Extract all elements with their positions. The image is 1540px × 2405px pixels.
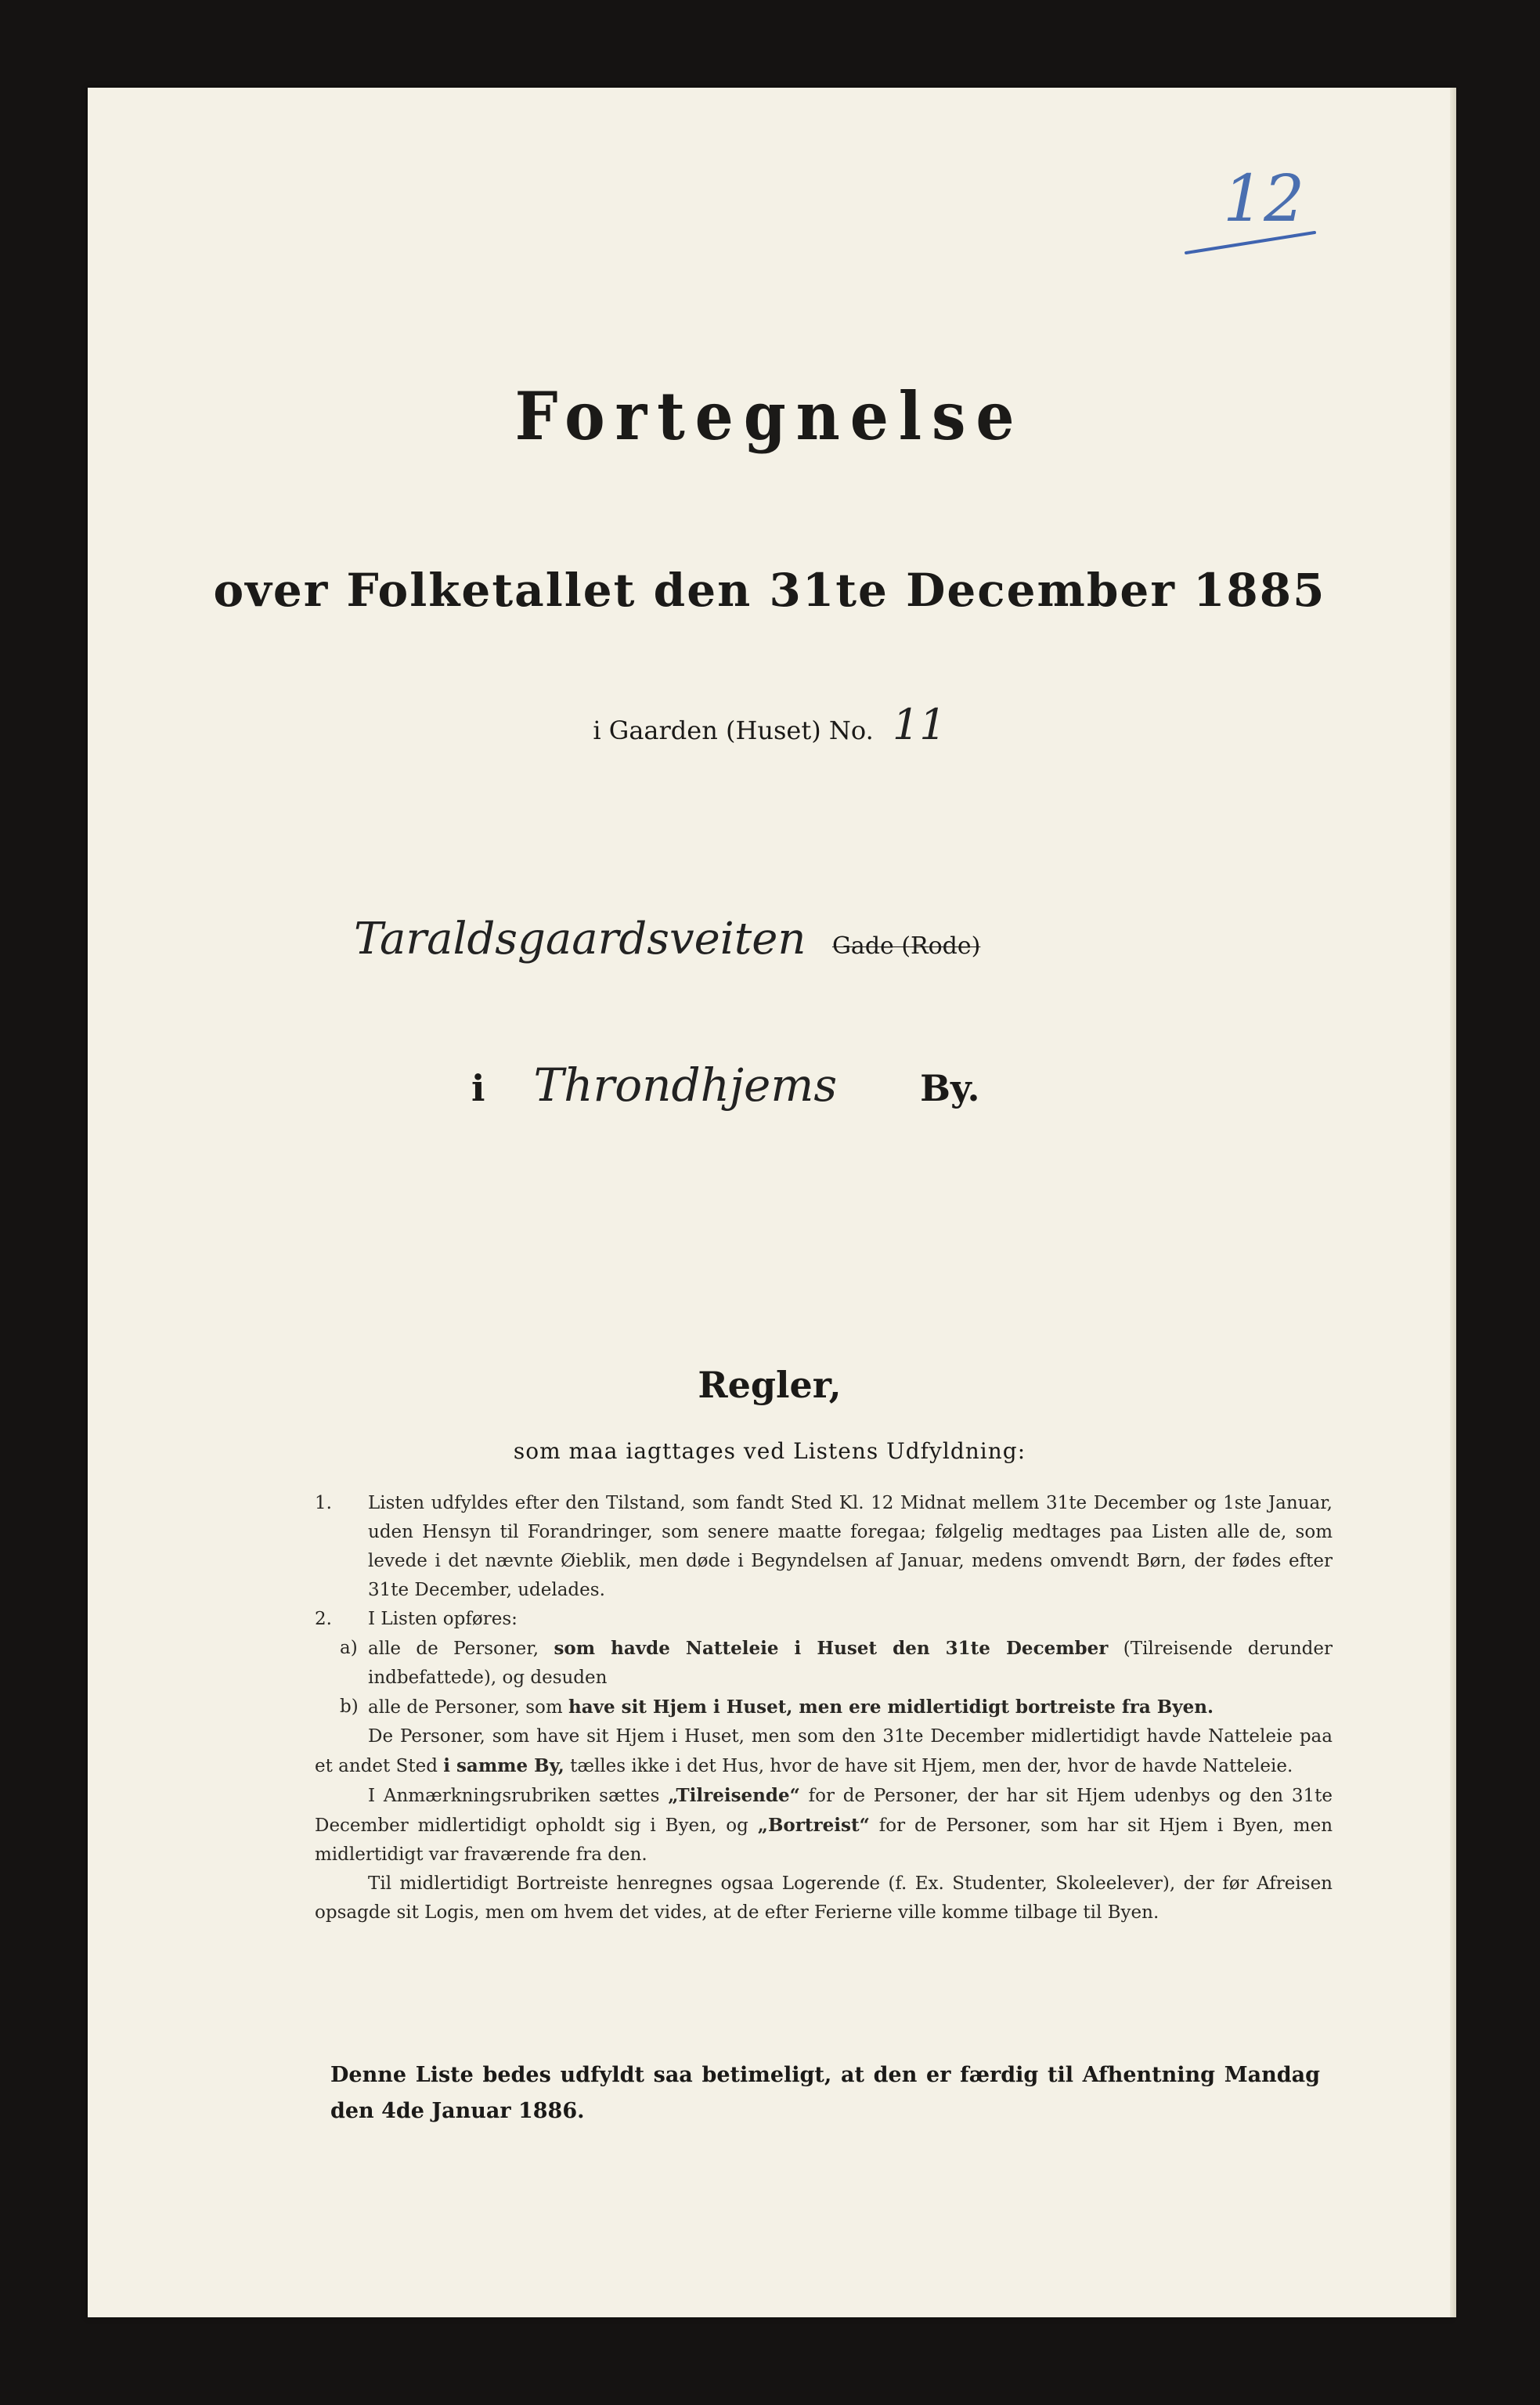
paragraph-text: for de Personer, som har sit Hjem i Byen, men midlertidigt var fraværende fra den.: [315, 1815, 1333, 1865]
subrule-text: alle de Personer, som: [368, 1697, 563, 1718]
street-name-field: Taraldsgaardsveiten: [354, 914, 806, 965]
city-suffix: By.: [920, 1067, 980, 1109]
paragraph-emphasis: i samme By,: [443, 1755, 564, 1776]
rule-paragraph-2: [315, 1781, 1333, 1870]
city-prefix: i: [471, 1067, 485, 1109]
subrule-text: (Tilreisende derunder indbefattede), og desuden: [368, 1639, 1333, 1688]
paragraph-text: tælles ikke i det Hus, hvor de have sit Hjem, men der, hvor de havde Natteleie.: [570, 1756, 1293, 1776]
rule-1: [315, 1489, 1333, 1605]
subrule-text: alle de Personer,: [368, 1639, 539, 1659]
footer-note: Denne Liste bedes udfyldt saa betimeligt, at den er færdig til Afhentning Mandag den 4de Januar 1886.: [330, 2063, 1320, 2123]
rules-heading: Regler,: [698, 1364, 842, 1406]
city-line: [471, 1058, 979, 1112]
census-form-page: [88, 88, 1452, 2317]
paragraph-emphasis: „Tilreisende“: [668, 1785, 800, 1806]
rule-2: [315, 1605, 1333, 1634]
paragraph-emphasis: „Bortreist“: [757, 1815, 870, 1836]
page-title: Fortegnelse: [514, 377, 1025, 455]
paper-edge: [1450, 88, 1456, 2317]
page-subtitle: over Folketallet den 31te December 1885: [213, 564, 1326, 617]
rule-text: I Listen opføres:: [368, 1609, 518, 1629]
paragraph-text: De Personer, som have sit Hjem i Huset, men som den 31te December midlertidigt havde Natteleie paa et andet Sted: [315, 1726, 1333, 1776]
street-suffix: Gade (Rode): [831, 932, 981, 960]
rule-2b: [315, 1693, 1333, 1722]
rules-subheading: som maa iagttages ved Listens Udfyldning:: [513, 1438, 1026, 1464]
subrule-emphasis: som havde Natteleie i Huset den 31te December: [554, 1638, 1109, 1659]
rule-number: 1.: [315, 1493, 332, 1513]
house-number-field: 11: [892, 700, 947, 749]
rules-list: [315, 1489, 1333, 1927]
archive-number: 12: [1223, 162, 1305, 236]
subrule-emphasis: have sit Hjem i Huset, men ere midlertidigt bortreiste fra Byen.: [568, 1696, 1214, 1718]
city-name-field: Throndhjems: [533, 1058, 838, 1112]
rule-2a: [315, 1634, 1333, 1693]
paragraph-text: I Anmærkningsrubriken sættes: [368, 1786, 660, 1806]
rule-paragraph-3: [315, 1870, 1333, 1927]
paragraph-text: for de Personer, der har sit Hjem udenbys og den 31te December midlertidigt opholdt sig i Byen, og: [315, 1786, 1333, 1836]
rule-text: Listen udfyldes efter den Tilstand, som fandt Sted Kl. 12 Midnat mellem 31te December og 1ste Januar, uden Hensyn til Forandringer, som senere maatte foregaa; følgelig medtages paa Listen alle de, som levede i det nævnte Øieblik, men døde i Begyndelsen af Januar, medens omvendt Børn, der fødes efter 31te December, udelades.: [368, 1493, 1333, 1600]
paragraph-text: Til midlertidigt Bortreiste henregnes ogsaa Logerende (f. Ex. Studenter, Skoleelever), der før Afreisen opsagde sit Logis, men om hvem det vides, at de efter Ferierne ville komme tilbage til Byen.: [315, 1873, 1333, 1923]
subrule-letter: a): [340, 1638, 358, 1658]
rule-number: 2.: [315, 1609, 332, 1629]
subrule-letter: b): [340, 1696, 359, 1717]
house-line: [88, 700, 1452, 749]
rule-paragraph-1: [315, 1722, 1333, 1781]
street-line: [354, 914, 980, 965]
house-prefix: i Gaarden (Huset) No.: [593, 716, 874, 745]
